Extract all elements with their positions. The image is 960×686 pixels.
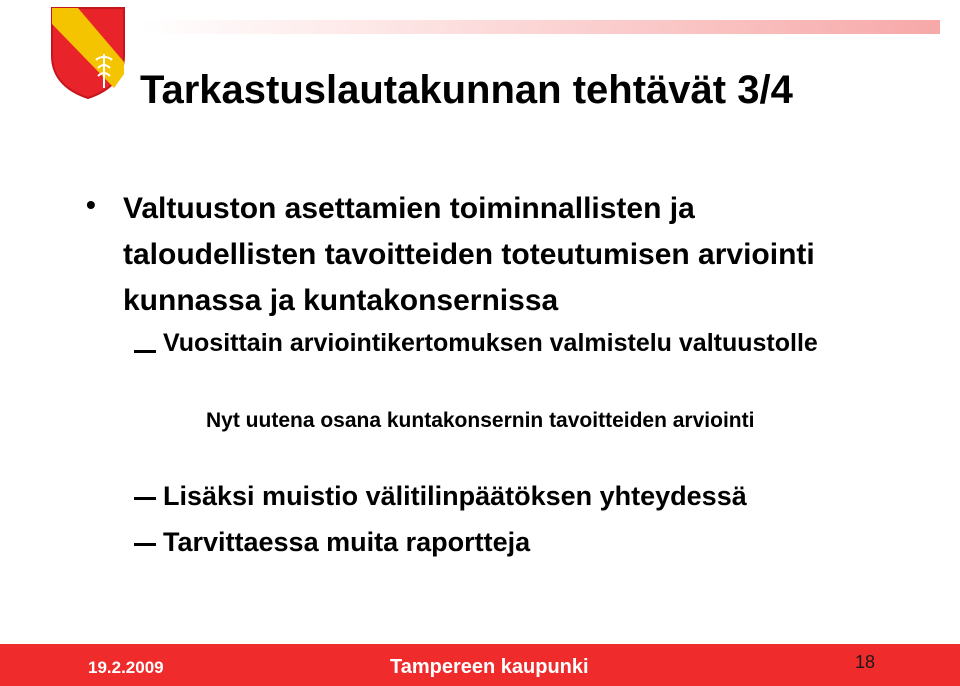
bullet-level1-text: Valtuuston asettamien toiminnallisten ja taloudellisten tavoitteiden toteutumisen arviointi kunnassa ja kuntakonsernissa bbox=[123, 192, 815, 317]
bullet-level2-text: Vuosittain arviointikertomuksen valmistelu valtuustolle bbox=[163, 329, 818, 357]
bullet-level2-text: Lisäksi muistio välitilinpäätöksen yhteydessä bbox=[163, 481, 747, 511]
dash-marker bbox=[134, 497, 156, 500]
bullet-level2-text: Tarvittaessa muita raportteja bbox=[163, 527, 531, 557]
page-title: Tarkastuslautakunnan tehtävät 3/4 bbox=[140, 68, 793, 112]
bullet-level3-text: Nyt uutena osana kuntakonsernin tavoitteiden arviointi bbox=[206, 409, 755, 432]
footer-date: 19.2.2009 bbox=[88, 658, 164, 677]
footer-organization: Tampereen kaupunki bbox=[390, 656, 589, 678]
dash-marker bbox=[134, 350, 156, 353]
page-number: 18 bbox=[855, 652, 876, 672]
dash-marker bbox=[134, 543, 156, 546]
bullet-marker: • bbox=[86, 189, 96, 220]
